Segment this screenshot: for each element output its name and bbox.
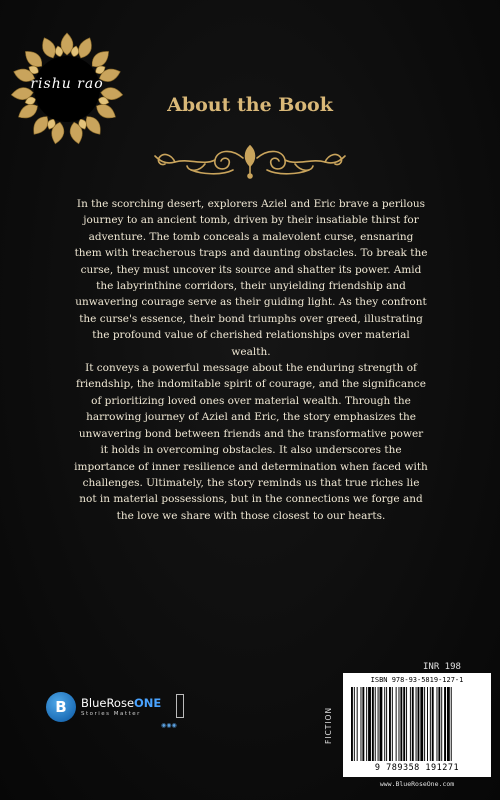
bluerose-logo-icon [46,692,76,722]
isbn-barcode [343,673,491,777]
book-description [74,196,428,524]
genre-label [322,706,342,746]
publisher-website: www.BlueRoseOne.com [379,780,455,788]
publisher-name-accent: ONE [134,696,162,710]
author-name: rishu rao [30,76,104,92]
gold-scroll-ornament-icon [145,140,355,180]
publisher-logo [46,692,186,736]
publisher-edge-mark [176,694,184,718]
barcode-number: 9 789358 191271 [374,763,460,773]
description-paragraph: In the scorching desert, explorers Aziel and Eric brave a perilous journey to an ancient tomb, driven by their insatiable thirst for adventure. The tomb conceals a malevolent curse, ensnaring them with treacherous traps and daunting obstacles. To break the curse, they must uncover its source and shatter its power. Amid the labyrinthine corridors, their unyielding friendship and unwavering courage serve as their guiding light. As they confront the curse's essence, their bond triumphs over greed, illustrating the profound value of cherished relationships over material wealth. [74,198,428,358]
author-emblem [8,30,126,148]
logo-letter: B [55,698,67,716]
description-paragraph: It conveys a powerful message about the enduring strength of friendship, the indomitable spirit of courage, and the significance of prioritizing loved ones over material wealth. Through the harrowing journey of Aziel and Eric, the story emphasizes the unwavering bond between friends and the transformative power it holds in overcoming obstacles. It also underscores the importance of inner resilience and determination when faced with challenges. Ultimately, the story reminds us that true riches lie not in material possessions, but in the connections we forge and the love we share with those closest to our hearts. [74,362,428,522]
barcode-icon [349,687,485,761]
publisher-tagline: Stories Matter [81,711,141,717]
isbn-label: ISBN 978-93-5819-127-1 [370,676,464,684]
section-title: About the Book [167,94,333,116]
price-label: INR 198 [423,662,461,672]
publisher-name [81,696,161,710]
genre-text: FICTION [324,706,333,744]
social-media-icons: ◉◉◉ [161,722,177,729]
publisher-name-main: BlueRose [81,696,135,710]
